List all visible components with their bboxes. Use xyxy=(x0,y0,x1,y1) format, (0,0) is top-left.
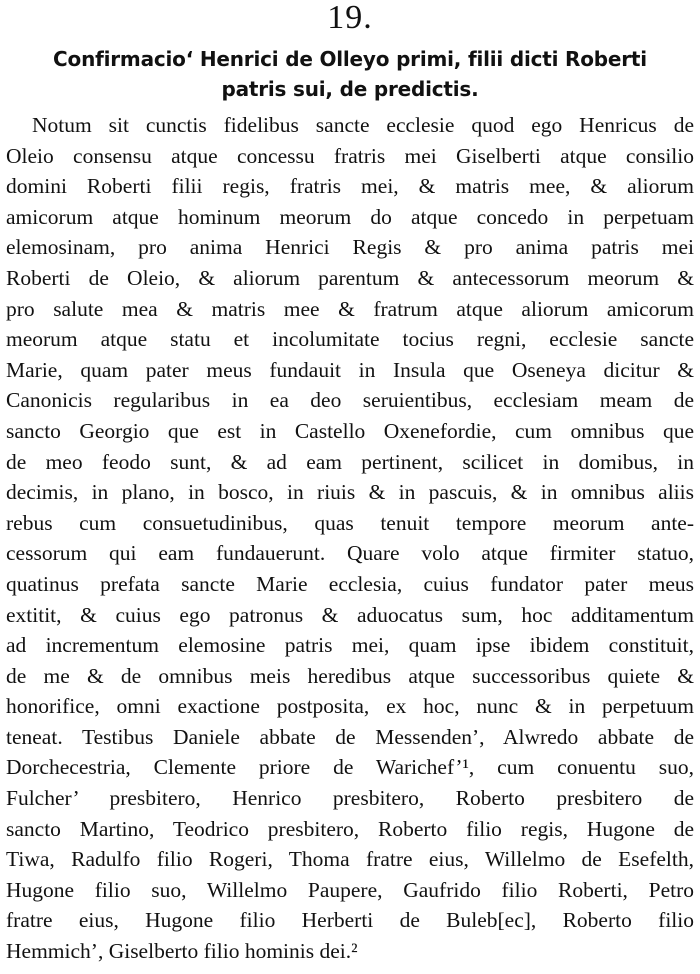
body-line: elemosinam, pro anima Henrici Regis & pro anima patris mei xyxy=(6,235,694,260)
body-line: Canonicis regularibus in ea deo seruientibus, ecclesiam meam de xyxy=(6,388,694,413)
body-line: Dorchecestria, Clemente priore de Warichef’¹, cum conuentu suo, xyxy=(6,755,694,780)
body-line: Fulcher’ presbitero, Henrico presbitero, Roberto presbitero de xyxy=(6,786,694,811)
charter-heading xyxy=(0,44,700,104)
body-line: meorum atque statu et incolumitate tocius regni, ecclesie sancte xyxy=(6,327,694,352)
charter-number: 19. xyxy=(327,0,373,36)
body-line: Hugone filio suo, Willelmo Paupere, Gaufrido filio Roberti, Petro xyxy=(6,877,694,902)
body-line: domini Roberti filii regis, fratris mei, & matris mee, & aliorum xyxy=(6,174,694,199)
charter-body xyxy=(6,110,694,967)
body-line: honorifice, omni exactione postposita, ex hoc, nunc & in perpetuum xyxy=(6,694,694,719)
body-line: decimis, in plano, in bosco, in riuis & in pascuis, & in omnibus aliis xyxy=(6,480,694,505)
heading-line: Confirmacio‘ Henrici de Olleyo primi, filii dicti Roberti xyxy=(53,47,647,71)
body-line: sancto Martino, Teodrico presbitero, Roberto filio regis, Hugone de xyxy=(6,816,694,841)
body-line: Notum sit cunctis fidelibus sancte ecclesie quod ego Henricus de xyxy=(32,113,694,137)
body-line: Tiwa, Radulfo filio Rogeri, Thoma fratre eius, Willelmo de Esefelth, xyxy=(6,847,694,872)
body-line: rebus cum consuetudinibus, quas tenuit tempore meorum ante- xyxy=(6,510,694,535)
body-line: pro salute mea & matris mee & fratrum atque aliorum amicorum xyxy=(6,296,694,321)
body-line: quatinus prefata sancte Marie ecclesia, cuius fundator pater meus xyxy=(6,571,694,596)
body-line: sancto Georgio que est in Castello Oxenefordie, cum omnibus que xyxy=(6,418,694,443)
body-line: ad incrementum elemosine patris mei, quam ipse ibidem constituit, xyxy=(6,633,694,658)
body-line: de meo feodo sunt, & ad eam pertinent, scilicet in domibus, in xyxy=(6,449,694,474)
body-line: fratre eius, Hugone filio Herberti de Buleb[ec], Roberto filio xyxy=(6,908,694,933)
body-line: extitit, & cuius ego patronus & aduocatus sum, hoc additamentum xyxy=(6,602,694,627)
body-line: cessorum qui eam fundauerunt. Quare volo atque firmiter statuo, xyxy=(6,541,694,566)
heading-line: patris sui, de predictis. xyxy=(221,77,479,101)
body-line: de me & de omnibus meis heredibus atque successoribus quiete & xyxy=(6,663,694,688)
body-line: Oleio consensu atque concessu fratris mei Giselberti atque consilio xyxy=(6,143,694,168)
body-line: Hemmich’, Giselberto filio hominis dei.² xyxy=(6,939,358,964)
body-line: Roberti de Oleio, & aliorum parentum & antecessorum meorum & xyxy=(6,265,694,290)
body-line: teneat. Testibus Daniele abbate de Messenden’, Alwredo abbate de xyxy=(6,724,694,749)
body-line: amicorum atque hominum meorum do atque concedo in perpetuam xyxy=(6,204,694,229)
body-line: Marie, quam pater meus fundauit in Insula que Oseneya dicitur & xyxy=(6,357,694,382)
